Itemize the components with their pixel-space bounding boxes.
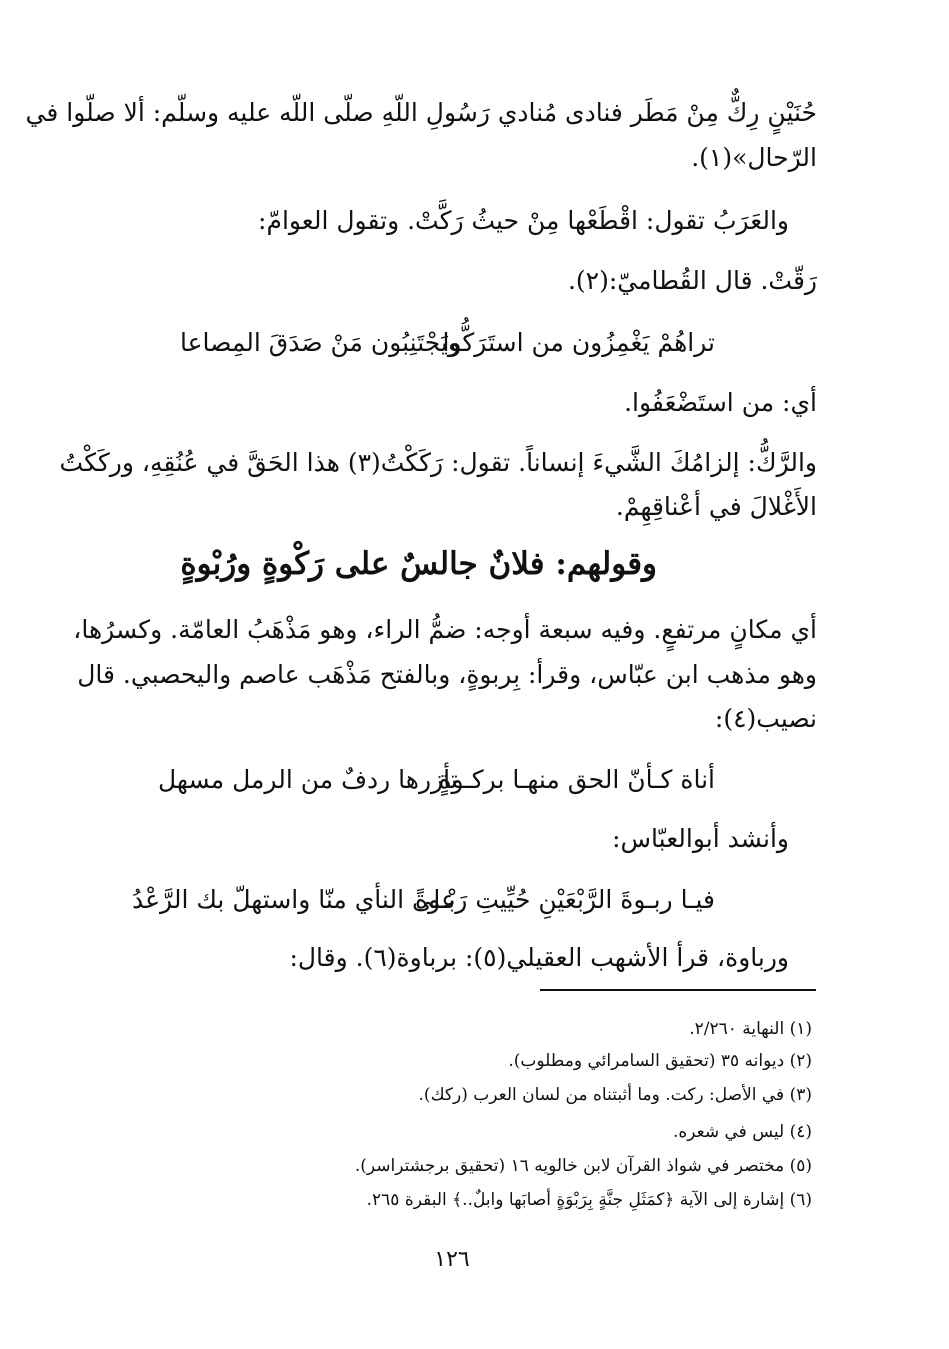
body-line: وهو مذهب ابن عبّاس، وقرأ: بِربوةٍ، وبالفتح مَذْهَب عاصم واليحصبي. قال bbox=[77, 660, 817, 689]
body-line: الرّحال»(١). bbox=[691, 143, 817, 172]
footnote: (٣) في الأصل: ركت. وما أثبتناه من لسان العرب (ركك). bbox=[418, 1085, 812, 1105]
body-line: ورباوة، قرأ الأشهب العقيلي(٥): برباوة(٦). وقال: bbox=[289, 943, 789, 972]
footnote: (٤) ليس في شعره. bbox=[672, 1122, 812, 1142]
footnote: (٥) مختصر في شواذ القرآن لابن خالويه ١٦ (تحقيق برجشتراسر). bbox=[354, 1156, 812, 1176]
verse-hemistich-left: تأزرها ردفٌ من الرمل مسهل bbox=[158, 765, 458, 794]
body-line: الأَغْلالَ في أعْناقِهِمْ. bbox=[615, 492, 817, 521]
verse-hemistich-left: ويَجْتَنِبُون مَنْ صَدَقَ المِصاعا bbox=[180, 328, 460, 357]
footnote: (١) النهاية ٢/٢٦٠. bbox=[689, 1019, 812, 1039]
body-line: رَقّتْ. قال القُطاميّ:(٢). bbox=[567, 266, 817, 295]
footnote: (٢) ديوانه ٣٥ (تحقيق السامرائي ومطلوب). bbox=[508, 1051, 812, 1071]
body-line: حُنَيْنٍ رِكٌّ مِنْ مَطَر فنادى مُنادي رَسُولِ اللّهِ صلّى اللّه عليه وسلّم: ألا صلّوا في bbox=[25, 98, 817, 127]
body-line: والرَّكُّ: إلزامُكَ الشَّيءَ إنساناً. تقول: رَكَكْتُ(٣) هذا الحَقَّ في عُنُقِهِ، وركَكْتُ bbox=[59, 448, 817, 477]
body-line: وأنشد أبوالعبّاس: bbox=[612, 824, 789, 853]
verse-hemistich-right: فيـا ربـوةَ الرَّبْعَيْنِ حُيِّيتِ رَبْـوةً bbox=[415, 885, 715, 914]
footnote: (٦) إشارة إلى الآية ﴿كمَثَلِ جنَّةٍ بِرَبْوَةٍ أصابَها وابلٌ..﴾ البقرة ٢٦٥. bbox=[366, 1190, 812, 1210]
body-line: والعَرَبُ تقول: اقْطَعْها مِنْ حيثُ رَكَّتْ. وتقول العوامّ: bbox=[258, 206, 789, 235]
verse-hemistich-left: على النأي منّا واستهلّ بك الرَّعْدُ bbox=[132, 885, 456, 914]
page-number: ١٢٦ bbox=[434, 1247, 470, 1272]
verse-hemistich-right: أناة كـأنّ الحق منهـا بركـوةٍ bbox=[438, 765, 715, 794]
verse-hemistich-right: تراهُمْ يَغْمِزُون من استَرَكُّوا bbox=[442, 328, 715, 357]
body-line: نصيب(٤): bbox=[714, 704, 817, 733]
body-line: أي مكانٍ مرتفعٍ. وفيه سبعة أوجه: ضمُّ الراء، وهو مَذْهَبُ العامّة. وكسرُها، bbox=[73, 615, 817, 644]
section-heading: وقولهم: فلانٌ جالسٌ على رَكْوةٍ ورُبْوةٍ bbox=[180, 546, 657, 582]
body-line: أي: من استَضْعَفُوا. bbox=[624, 388, 817, 417]
footnote-separator bbox=[540, 989, 816, 991]
